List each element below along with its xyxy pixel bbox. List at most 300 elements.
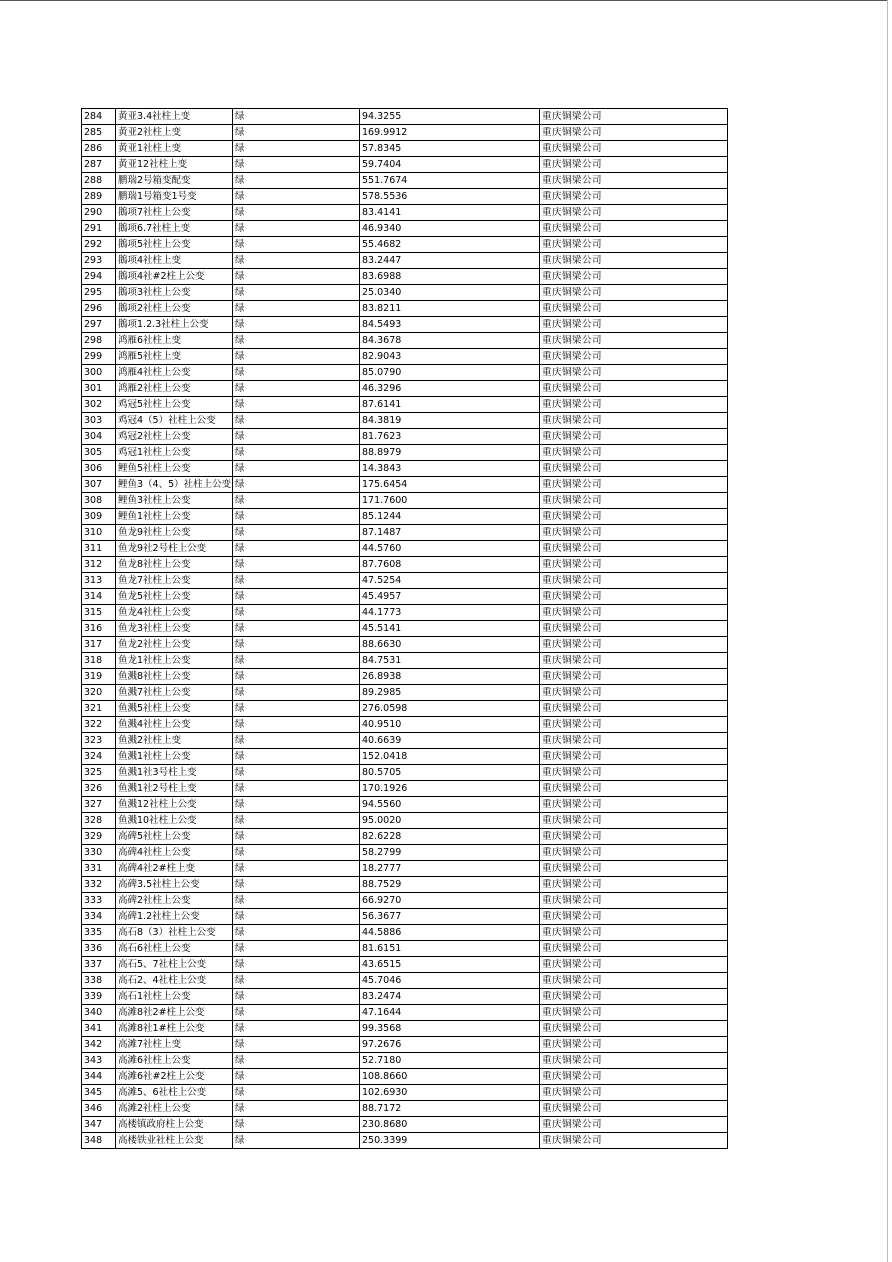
status-cell: 绿 [233,989,360,1005]
table-row [82,989,728,1005]
row-number-cell: 299 [82,349,116,365]
table-row [82,397,728,413]
status-cell: 绿 [233,701,360,717]
row-number-cell: 346 [82,1101,116,1117]
row-number-cell: 319 [82,669,116,685]
row-number-cell: 345 [82,1085,116,1101]
status-cell: 绿 [233,525,360,541]
row-number-cell: 348 [82,1133,116,1149]
value-cell: 250.3399 [360,1133,540,1149]
row-number-cell: 334 [82,909,116,925]
row-number-cell: 290 [82,205,116,221]
row-number-cell: 305 [82,445,116,461]
transformer-name-cell: 鱼龙4社柱上公变 [116,605,233,621]
row-number-cell: 330 [82,845,116,861]
table-row [82,1037,728,1053]
table-row [82,589,728,605]
status-cell: 绿 [233,157,360,173]
table-row [82,1053,728,1069]
value-cell: 47.1644 [360,1005,540,1021]
status-cell: 绿 [233,829,360,845]
row-number-cell: 318 [82,653,116,669]
value-cell: 94.5560 [360,797,540,813]
table-row [82,205,728,221]
status-cell: 绿 [233,125,360,141]
value-cell: 171.7600 [360,493,540,509]
table-row [82,109,728,125]
value-cell: 57.8345 [360,141,540,157]
status-cell: 绿 [233,301,360,317]
status-cell: 绿 [233,285,360,301]
transformer-name-cell: 鱼溅10社柱上公变 [116,813,233,829]
row-number-cell: 337 [82,957,116,973]
row-number-cell: 289 [82,189,116,205]
table-row [82,749,728,765]
row-number-cell: 325 [82,765,116,781]
transformer-name-cell: 鲤鱼3（4、5）社柱上公变 [116,477,233,493]
transformer-name-cell: 黄亚12社柱上变 [116,157,233,173]
value-cell: 44.5760 [360,541,540,557]
transformer-name-cell: 鱼溅8社柱上公变 [116,669,233,685]
table-row [82,125,728,141]
row-number-cell: 322 [82,717,116,733]
company-cell: 重庆铜梁公司 [540,1117,728,1133]
status-cell: 绿 [233,429,360,445]
status-cell: 绿 [233,477,360,493]
table-row [82,573,728,589]
transformer-name-cell: 高碑3.5社柱上公变 [116,877,233,893]
table-row [82,269,728,285]
transformer-name-cell: 鵝项3社柱上公变 [116,285,233,301]
value-cell: 578.5536 [360,189,540,205]
value-cell: 84.5493 [360,317,540,333]
company-cell: 重庆铜梁公司 [540,589,728,605]
transformer-name-cell: 鱼龙8社柱上公变 [116,557,233,573]
value-cell: 85.0790 [360,365,540,381]
table-row [82,781,728,797]
company-cell: 重庆铜梁公司 [540,861,728,877]
status-cell: 绿 [233,589,360,605]
company-cell: 重庆铜梁公司 [540,253,728,269]
table-row [82,1133,728,1149]
value-cell: 84.3678 [360,333,540,349]
company-cell: 重庆铜梁公司 [540,221,728,237]
value-cell: 14.3843 [360,461,540,477]
status-cell: 绿 [233,493,360,509]
row-number-cell: 308 [82,493,116,509]
value-cell: 83.2474 [360,989,540,1005]
row-number-cell: 329 [82,829,116,845]
value-cell: 88.7529 [360,877,540,893]
value-cell: 46.3296 [360,381,540,397]
company-cell: 重庆铜梁公司 [540,1053,728,1069]
value-cell: 83.8211 [360,301,540,317]
transformer-name-cell: 鸡冠1社柱上公变 [116,445,233,461]
row-number-cell: 288 [82,173,116,189]
status-cell: 绿 [233,509,360,525]
value-cell: 102.6930 [360,1085,540,1101]
transformer-name-cell: 鱼龙5社柱上公变 [116,589,233,605]
table-row [82,1069,728,1085]
status-cell: 绿 [233,557,360,573]
status-cell: 绿 [233,141,360,157]
transformer-table [81,108,728,1149]
company-cell: 重庆铜梁公司 [540,317,728,333]
transformer-name-cell: 鱼龙2社柱上公变 [116,637,233,653]
company-cell: 重庆铜梁公司 [540,429,728,445]
transformer-name-cell: 黄亚2社柱上变 [116,125,233,141]
company-cell: 重庆铜梁公司 [540,445,728,461]
status-cell: 绿 [233,461,360,477]
value-cell: 44.5886 [360,925,540,941]
status-cell: 绿 [233,317,360,333]
table-row [82,285,728,301]
company-cell: 重庆铜梁公司 [540,749,728,765]
table-row [82,1117,728,1133]
row-number-cell: 328 [82,813,116,829]
status-cell: 绿 [233,733,360,749]
table-row [82,605,728,621]
value-cell: 88.8979 [360,445,540,461]
transformer-name-cell: 鱼溅2社柱上变 [116,733,233,749]
transformer-name-cell: 高碑1.2社柱上公变 [116,909,233,925]
transformer-name-cell: 鱼溅1社3号柱上变 [116,765,233,781]
status-cell: 绿 [233,253,360,269]
value-cell: 89.2985 [360,685,540,701]
transformer-name-cell: 高滩7社柱上变 [116,1037,233,1053]
company-cell: 重庆铜梁公司 [540,173,728,189]
status-cell: 绿 [233,749,360,765]
table-row [82,541,728,557]
status-cell: 绿 [233,365,360,381]
value-cell: 83.6988 [360,269,540,285]
table-row [82,973,728,989]
transformer-name-cell: 鸿雁6社柱上变 [116,333,233,349]
company-cell: 重庆铜梁公司 [540,573,728,589]
value-cell: 45.5141 [360,621,540,637]
company-cell: 重庆铜梁公司 [540,989,728,1005]
transformer-name-cell: 鵝项4社#2柱上公变 [116,269,233,285]
company-cell: 重庆铜梁公司 [540,1037,728,1053]
table-row [82,301,728,317]
value-cell: 83.4141 [360,205,540,221]
company-cell: 重庆铜梁公司 [540,1085,728,1101]
company-cell: 重庆铜梁公司 [540,621,728,637]
table-row [82,733,728,749]
row-number-cell: 293 [82,253,116,269]
company-cell: 重庆铜梁公司 [540,685,728,701]
row-number-cell: 317 [82,637,116,653]
status-cell: 绿 [233,813,360,829]
table-row [82,813,728,829]
row-number-cell: 287 [82,157,116,173]
row-number-cell: 327 [82,797,116,813]
company-cell: 重庆铜梁公司 [540,781,728,797]
status-cell: 绿 [233,605,360,621]
status-cell: 绿 [233,269,360,285]
value-cell: 84.7531 [360,653,540,669]
company-cell: 重庆铜梁公司 [540,205,728,221]
table-row [82,237,728,253]
value-cell: 97.2676 [360,1037,540,1053]
value-cell: 40.9510 [360,717,540,733]
value-cell: 59.7404 [360,157,540,173]
company-cell: 重庆铜梁公司 [540,525,728,541]
transformer-name-cell: 鵝项4社柱上变 [116,253,233,269]
company-cell: 重庆铜梁公司 [540,301,728,317]
value-cell: 43.6515 [360,957,540,973]
company-cell: 重庆铜梁公司 [540,557,728,573]
value-cell: 81.6151 [360,941,540,957]
company-cell: 重庆铜梁公司 [540,397,728,413]
table-row [82,413,728,429]
row-number-cell: 292 [82,237,116,253]
row-number-cell: 326 [82,781,116,797]
row-number-cell: 296 [82,301,116,317]
company-cell: 重庆铜梁公司 [540,877,728,893]
transformer-name-cell: 鵝项5社柱上公变 [116,237,233,253]
table-row [82,349,728,365]
value-cell: 88.6630 [360,637,540,653]
table-row [82,893,728,909]
status-cell: 绿 [233,893,360,909]
status-cell: 绿 [233,173,360,189]
value-cell: 58.2799 [360,845,540,861]
row-number-cell: 339 [82,989,116,1005]
company-cell: 重庆铜梁公司 [540,493,728,509]
value-cell: 83.2447 [360,253,540,269]
company-cell: 重庆铜梁公司 [540,1069,728,1085]
value-cell: 85.1244 [360,509,540,525]
table-row [82,333,728,349]
company-cell: 重庆铜梁公司 [540,701,728,717]
row-number-cell: 311 [82,541,116,557]
row-number-cell: 306 [82,461,116,477]
company-cell: 重庆铜梁公司 [540,829,728,845]
company-cell: 重庆铜梁公司 [540,669,728,685]
table-row [82,765,728,781]
row-number-cell: 324 [82,749,116,765]
table-row [82,1021,728,1037]
table-row [82,829,728,845]
company-cell: 重庆铜梁公司 [540,157,728,173]
transformer-name-cell: 高石5、7社柱上公变 [116,957,233,973]
status-cell: 绿 [233,765,360,781]
row-number-cell: 284 [82,109,116,125]
company-cell: 重庆铜梁公司 [540,413,728,429]
value-cell: 108.8660 [360,1069,540,1085]
row-number-cell: 338 [82,973,116,989]
status-cell: 绿 [233,957,360,973]
value-cell: 84.3819 [360,413,540,429]
value-cell: 18.2777 [360,861,540,877]
company-cell: 重庆铜梁公司 [540,237,728,253]
status-cell: 绿 [233,909,360,925]
status-cell: 绿 [233,1085,360,1101]
company-cell: 重庆铜梁公司 [540,365,728,381]
table-row [82,941,728,957]
row-number-cell: 310 [82,525,116,541]
status-cell: 绿 [233,381,360,397]
row-number-cell: 341 [82,1021,116,1037]
status-cell: 绿 [233,349,360,365]
transformer-name-cell: 鱼龙9社柱上公变 [116,525,233,541]
value-cell: 82.9043 [360,349,540,365]
table-row [82,429,728,445]
transformer-name-cell: 鱼龙3社柱上公变 [116,621,233,637]
status-cell: 绿 [233,621,360,637]
status-cell: 绿 [233,1053,360,1069]
row-number-cell: 302 [82,397,116,413]
status-cell: 绿 [233,573,360,589]
transformer-name-cell: 高碑4社2#柱上变 [116,861,233,877]
table-row [82,909,728,925]
transformer-name-cell: 鱼溅1社柱上公变 [116,749,233,765]
table-row [82,701,728,717]
company-cell: 重庆铜梁公司 [540,109,728,125]
table-row [82,653,728,669]
transformer-name-cell: 鸿雁4社柱上公变 [116,365,233,381]
value-cell: 87.1487 [360,525,540,541]
value-cell: 81.7623 [360,429,540,445]
company-cell: 重庆铜梁公司 [540,189,728,205]
status-cell: 绿 [233,845,360,861]
table-row [82,493,728,509]
row-number-cell: 294 [82,269,116,285]
status-cell: 绿 [233,109,360,125]
status-cell: 绿 [233,541,360,557]
value-cell: 99.3568 [360,1021,540,1037]
transformer-name-cell: 鸡冠2社柱上公变 [116,429,233,445]
row-number-cell: 297 [82,317,116,333]
status-cell: 绿 [233,685,360,701]
transformer-name-cell: 鱼溅7社柱上公变 [116,685,233,701]
company-cell: 重庆铜梁公司 [540,733,728,749]
value-cell: 152.0418 [360,749,540,765]
value-cell: 45.4957 [360,589,540,605]
transformer-name-cell: 鲤鱼3社柱上公变 [116,493,233,509]
status-cell: 绿 [233,1005,360,1021]
transformer-name-cell: 鸡冠5社柱上公变 [116,397,233,413]
status-cell: 绿 [233,941,360,957]
transformer-name-cell: 鵝项6.7社柱上变 [116,221,233,237]
table-row [82,877,728,893]
row-number-cell: 332 [82,877,116,893]
value-cell: 170.1926 [360,781,540,797]
row-number-cell: 300 [82,365,116,381]
table-row [82,461,728,477]
row-number-cell: 316 [82,621,116,637]
row-number-cell: 286 [82,141,116,157]
company-cell: 重庆铜梁公司 [540,957,728,973]
status-cell: 绿 [233,669,360,685]
row-number-cell: 335 [82,925,116,941]
company-cell: 重庆铜梁公司 [540,509,728,525]
company-cell: 重庆铜梁公司 [540,381,728,397]
transformer-name-cell: 高碑5社柱上公变 [116,829,233,845]
value-cell: 95.0020 [360,813,540,829]
row-number-cell: 295 [82,285,116,301]
value-cell: 88.7172 [360,1101,540,1117]
row-number-cell: 320 [82,685,116,701]
transformer-name-cell: 鸿雁5社柱上变 [116,349,233,365]
transformer-name-cell: 鵝项1.2.3社柱上公变 [116,317,233,333]
company-cell: 重庆铜梁公司 [540,909,728,925]
status-cell: 绿 [233,973,360,989]
row-number-cell: 291 [82,221,116,237]
page-top-border [0,0,888,1]
company-cell: 重庆铜梁公司 [540,461,728,477]
table-row [82,157,728,173]
company-cell: 重庆铜梁公司 [540,1021,728,1037]
table-row [82,173,728,189]
value-cell: 56.3677 [360,909,540,925]
status-cell: 绿 [233,237,360,253]
value-cell: 551.7674 [360,173,540,189]
status-cell: 绿 [233,205,360,221]
transformer-name-cell: 鱼龙9社2号柱上公变 [116,541,233,557]
company-cell: 重庆铜梁公司 [540,893,728,909]
row-number-cell: 303 [82,413,116,429]
status-cell: 绿 [233,717,360,733]
transformer-name-cell: 鱼溅5社柱上公变 [116,701,233,717]
table-row [82,685,728,701]
table-row [82,509,728,525]
company-cell: 重庆铜梁公司 [540,1133,728,1149]
company-cell: 重庆铜梁公司 [540,797,728,813]
value-cell: 80.5705 [360,765,540,781]
transformer-name-cell: 鱼溅1社2号柱上变 [116,781,233,797]
status-cell: 绿 [233,797,360,813]
table-row [82,317,728,333]
company-cell: 重庆铜梁公司 [540,333,728,349]
status-cell: 绿 [233,445,360,461]
table-row [82,445,728,461]
transformer-name-cell: 黄亚1社柱上变 [116,141,233,157]
table-row [82,141,728,157]
row-number-cell: 342 [82,1037,116,1053]
table-row [82,557,728,573]
transformer-name-cell: 高碑4社柱上公变 [116,845,233,861]
transformer-name-cell: 鸡冠4（5）社柱上公变 [116,413,233,429]
status-cell: 绿 [233,653,360,669]
status-cell: 绿 [233,397,360,413]
status-cell: 绿 [233,861,360,877]
company-cell: 重庆铜梁公司 [540,973,728,989]
table-row [82,253,728,269]
table-body [82,109,728,1149]
table-row [82,1085,728,1101]
table-row [82,717,728,733]
status-cell: 绿 [233,189,360,205]
company-cell: 重庆铜梁公司 [540,1005,728,1021]
table-row [82,189,728,205]
row-number-cell: 321 [82,701,116,717]
status-cell: 绿 [233,781,360,797]
value-cell: 26.8938 [360,669,540,685]
table-row [82,845,728,861]
transformer-name-cell: 高碑2社柱上公变 [116,893,233,909]
table-row [82,221,728,237]
value-cell: 82.6228 [360,829,540,845]
row-number-cell: 307 [82,477,116,493]
transformer-name-cell: 鵝项2社柱上公变 [116,301,233,317]
transformer-name-cell: 高滩5、6社柱上公变 [116,1085,233,1101]
row-number-cell: 301 [82,381,116,397]
company-cell: 重庆铜梁公司 [540,1101,728,1117]
value-cell: 276.0598 [360,701,540,717]
status-cell: 绿 [233,1037,360,1053]
